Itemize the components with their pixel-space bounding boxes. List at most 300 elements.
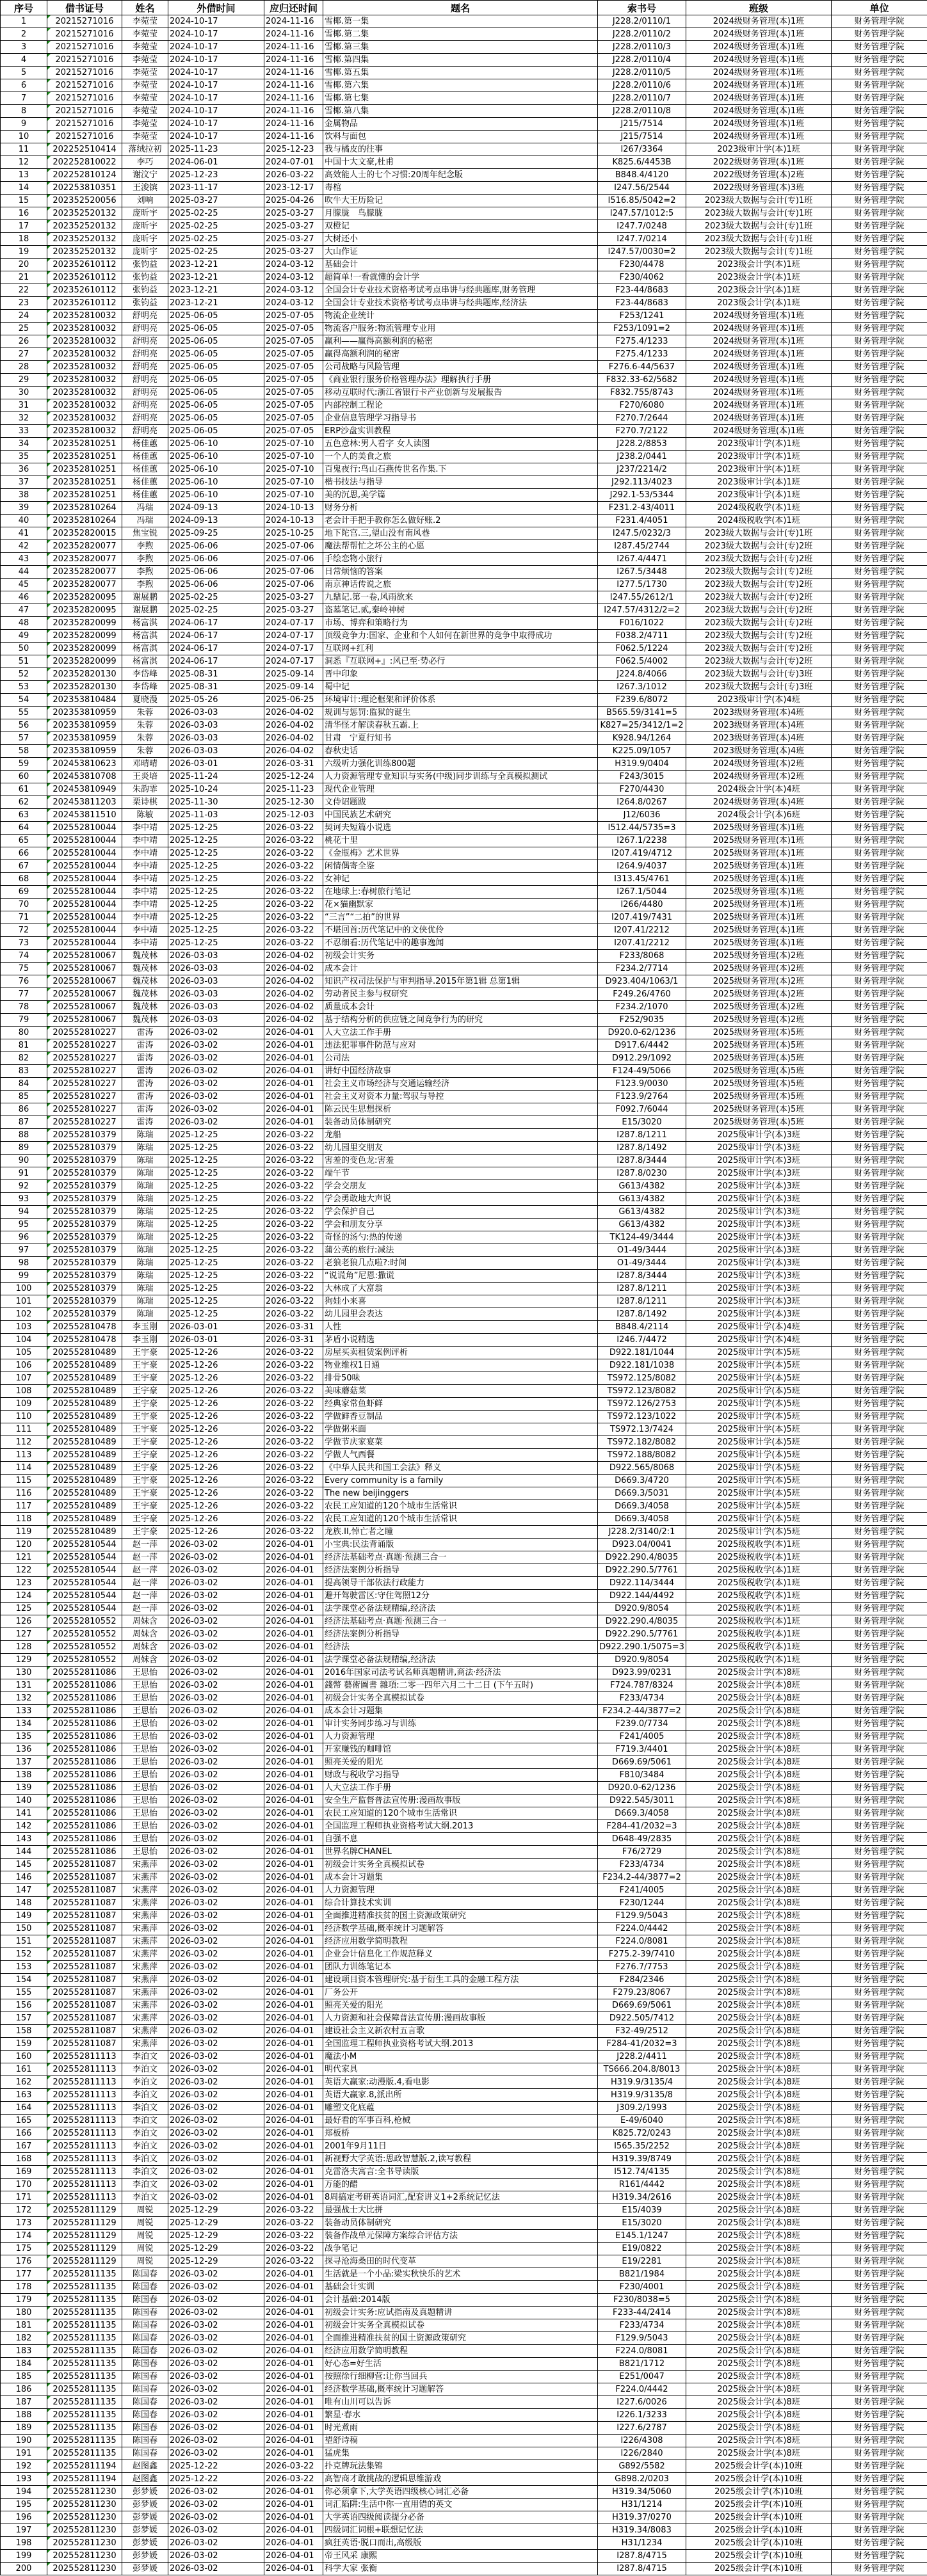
cell-unit: 财务管理学院 [832, 2524, 927, 2537]
cell-card-no: 202552811129 [47, 2217, 122, 2230]
cell-card-no: 202252810022 [47, 156, 122, 169]
cell-due-date: 2026-04-01 [264, 1769, 323, 1782]
cell-card-no: 202552810478 [47, 1321, 122, 1334]
cell-title: 时光煮雨 [323, 2422, 598, 2435]
cell-seq: 127 [1, 1628, 47, 1641]
cell-unit: 财务管理学院 [832, 246, 927, 259]
cell-unit: 财务管理学院 [832, 2204, 927, 2217]
cell-card-no: 202552811087 [47, 2025, 122, 2038]
table-row [1, 502, 927, 515]
cell-borrow-date: 2025-12-25 [168, 1180, 264, 1193]
cell-unit: 财务管理学院 [832, 835, 927, 847]
cell-name: 朱韵霏 [122, 783, 168, 796]
table-row [1, 1283, 927, 1295]
cell-borrow-date: 2026-03-02 [168, 1961, 264, 1974]
cell-due-date: 2026-03-22 [264, 2243, 323, 2255]
cell-borrow-date: 2023-12-21 [168, 271, 264, 284]
cell-title: 人力资源和社会保障普法宣传册:漫画故事版 [323, 2012, 598, 2025]
cell-borrow-date: 2024-09-13 [168, 515, 264, 527]
cell-title: 晋中印象 [323, 668, 598, 681]
table-row [1, 847, 927, 860]
cell-due-date: 2026-04-02 [264, 745, 323, 758]
cell-unit: 财务管理学院 [832, 617, 927, 630]
cell-card-no: 202552810044 [47, 911, 122, 924]
cell-name: 宋燕萍 [122, 1974, 168, 1987]
cell-seq: 143 [1, 1833, 47, 1846]
cell-seq: 73 [1, 937, 47, 950]
cell-due-date: 2026-03-22 [264, 899, 323, 911]
cell-unit: 财务管理学院 [832, 2358, 927, 2371]
cell-title: 照亮关爱的阳光 [323, 1756, 598, 1769]
cell-call-no: D922.114/3444 [598, 1577, 686, 1590]
cell-title: 学做粥米面 [323, 1423, 598, 1436]
cell-borrow-date: 2025-06-05 [168, 310, 264, 323]
cell-borrow-date: 2025-12-26 [168, 1436, 264, 1449]
cell-title: 团队力训练笔记本 [323, 1961, 598, 1974]
cell-name: 陈国春 [122, 2447, 168, 2460]
cell-call-no: O1-49/3444 [598, 1244, 686, 1257]
cell-name: 陈瑞 [122, 1129, 168, 1142]
cell-due-date: 2025-07-10 [264, 451, 323, 463]
cell-title: 经济法案例分析指导 [323, 1564, 598, 1577]
cell-title: 经济法基础考点·真题·预测三合一 [323, 1551, 598, 1564]
cell-name: 雷涛 [122, 1116, 168, 1129]
cell-name: 陈瑞 [122, 1219, 168, 1231]
cell-seq: 85 [1, 1091, 47, 1103]
cell-call-no: D922.290.4/8035 [598, 1551, 686, 1564]
table-row [1, 2140, 927, 2153]
cell-call-no: I207.41/2212 [598, 924, 686, 937]
cell-class: 2025级会计学(本)8班 [686, 2063, 832, 2076]
cell-call-no: O1-49/3444 [598, 1257, 686, 1270]
cell-title: 猛虎集 [323, 2447, 598, 2460]
cell-class: 2023级大数据与会计(专)2班 [686, 579, 832, 591]
cell-seq: 124 [1, 1590, 47, 1603]
table-row [1, 2179, 927, 2191]
table-row [1, 668, 927, 681]
cell-card-no: 202352810032 [47, 374, 122, 387]
cell-borrow-date: 2026-03-02 [168, 2422, 264, 2435]
cell-title: 雪椰.第三集 [323, 41, 598, 54]
cell-class: 2023级财务管理(本)4班 [686, 745, 832, 758]
cell-borrow-date: 2026-03-02 [168, 1039, 264, 1052]
cell-card-no: 202552811135 [47, 2332, 122, 2345]
cell-due-date: 2026-04-01 [264, 2089, 323, 2102]
cell-card-no: 202352820077 [47, 540, 122, 553]
cell-card-no: 202552810489 [47, 1462, 122, 1475]
table-row [1, 1270, 927, 1283]
cell-call-no: J228.2/0110/3 [598, 41, 686, 54]
cell-borrow-date: 2025-12-26 [168, 1462, 264, 1475]
cell-class: 2025级会计学(本)8班 [686, 1756, 832, 1769]
cell-due-date: 2025-07-06 [264, 579, 323, 591]
cell-title: 不忍细看:历代笔记中的趣事逸闻 [323, 937, 598, 950]
cell-card-no: 202552811135 [47, 2383, 122, 2396]
cell-seq: 131 [1, 1679, 47, 1692]
cell-title: 战争笔记 [323, 2243, 598, 2255]
cell-name: 王思怡 [122, 1679, 168, 1692]
cell-unit: 财务管理学院 [832, 1795, 927, 1807]
table-row [1, 1871, 927, 1884]
cell-due-date: 2026-04-01 [264, 1948, 323, 1961]
cell-call-no: I287.8/1211 [598, 1295, 686, 1308]
cell-borrow-date: 2026-03-02 [168, 2191, 264, 2204]
cell-due-date: 2025-07-05 [264, 335, 323, 348]
cell-unit: 财务管理学院 [832, 463, 927, 476]
cell-card-no: 202552811113 [47, 2102, 122, 2115]
cell-title: 经济数学基础,概率统计习题解答 [323, 2383, 598, 2396]
cell-due-date: 2026-04-01 [264, 2409, 323, 2422]
cell-title: 唯有山川可以告诉 [323, 2396, 598, 2409]
cell-title: 幼儿园里会表达 [323, 1308, 598, 1321]
cell-name: 陈瑞 [122, 1193, 168, 1206]
cell-borrow-date: 2026-03-02 [168, 2140, 264, 2153]
cell-class: 2025级审计学(本)3班 [686, 1231, 832, 1244]
cell-due-date: 2026-04-01 [264, 2383, 323, 2396]
cell-seq: 80 [1, 1027, 47, 1039]
cell-borrow-date: 2026-03-02 [168, 1027, 264, 1039]
cell-card-no: 202552810067 [47, 975, 122, 988]
cell-title: 互联网+红利 [323, 643, 598, 655]
table-row [1, 1961, 927, 1974]
cell-name: 陈瑞 [122, 1308, 168, 1321]
cell-unit: 财务管理学院 [832, 2063, 927, 2076]
cell-call-no: H319.34/8083 [598, 2524, 686, 2537]
cell-title: 农民工应知道的120个城市生活常识 [323, 1500, 598, 1513]
table-row [1, 1820, 927, 1833]
cell-class: 2024级财务管理(本)4班 [686, 796, 832, 809]
cell-borrow-date: 2026-03-02 [168, 1641, 264, 1654]
cell-unit: 财务管理学院 [832, 1142, 927, 1155]
cell-class: 2023级大数据与会计(专)2班 [686, 566, 832, 579]
cell-card-no: 202453810623 [47, 758, 122, 771]
cell-borrow-date: 2025-11-30 [168, 796, 264, 809]
cell-class: 2025级审计学(本)3班 [686, 1244, 832, 1257]
table-row [1, 1398, 927, 1411]
cell-due-date: 2025-07-05 [264, 348, 323, 361]
cell-class: 2024级财务管理(本)2班 [686, 771, 832, 783]
cell-class: 2024级财务管理(本)1班 [686, 118, 832, 131]
cell-unit: 财务管理学院 [832, 387, 927, 399]
cell-class: 2024级财务管理(本)1班 [686, 335, 832, 348]
cell-seq: 182 [1, 2332, 47, 2345]
cell-name: 杨佳蕙 [122, 438, 168, 451]
cell-name: 李泊文 [122, 2089, 168, 2102]
cell-call-no: F284-41/2032=3 [598, 1820, 686, 1833]
cell-name: 王思怡 [122, 1820, 168, 1833]
cell-title: 物流客户服务:物流管理专业用 [323, 323, 598, 335]
cell-card-no: 202352820130 [47, 668, 122, 681]
cell-name: 陈敏 [122, 809, 168, 822]
cell-card-no: 202352810032 [47, 399, 122, 412]
cell-card-no: 202352810264 [47, 515, 122, 527]
cell-due-date: 2026-04-01 [264, 1833, 323, 1846]
cell-class: 2025级财务管理(本)5班 [686, 1116, 832, 1129]
cell-due-date: 2026-04-01 [264, 1628, 323, 1641]
cell-seq: 121 [1, 1551, 47, 1564]
cell-unit: 财务管理学院 [832, 2486, 927, 2499]
cell-name: 李煦 [122, 579, 168, 591]
cell-title: 按照徐行细柳营:让你当回兵 [323, 2371, 598, 2383]
cell-name: 庞昕宇 [122, 246, 168, 259]
cell-unit: 财务管理学院 [832, 2563, 927, 2575]
cell-title: 综合计算技术实训 [323, 1897, 598, 1910]
table-row [1, 1718, 927, 1731]
cell-card-no: 202552810227 [47, 1052, 122, 1065]
cell-call-no: TS972.13/7424 [598, 1423, 686, 1436]
cell-seq: 146 [1, 1871, 47, 1884]
cell-card-no: 202552811230 [47, 2524, 122, 2537]
cell-title: 金属物品 [323, 118, 598, 131]
table-row [1, 963, 927, 975]
cell-card-no: 202552811230 [47, 2563, 122, 2575]
cell-borrow-date: 2026-03-02 [168, 2332, 264, 2345]
cell-unit: 财务管理学院 [832, 1500, 927, 1513]
cell-unit: 财务管理学院 [832, 963, 927, 975]
cell-seq: 6 [1, 79, 47, 92]
cell-class: 2024级财务管理(本)1班 [686, 92, 832, 105]
cell-due-date: 2026-04-02 [264, 988, 323, 1001]
cell-title: 厂务公开 [323, 1987, 598, 1999]
cell-card-no: 202552810044 [47, 873, 122, 886]
cell-title: 法学课堂必备法规精编,经济法 [323, 1603, 598, 1615]
cell-borrow-date: 2026-03-02 [168, 2166, 264, 2179]
cell-name: 雷涛 [122, 1103, 168, 1116]
cell-unit: 财务管理学院 [832, 873, 927, 886]
cell-borrow-date: 2025-02-25 [168, 246, 264, 259]
cell-call-no: I267.3/1012 [598, 681, 686, 694]
cell-unit: 财务管理学院 [832, 1667, 927, 1679]
cell-title: 好心态=好生活 [323, 2358, 598, 2371]
cell-seq: 39 [1, 502, 47, 515]
cell-card-no: 202552810379 [47, 1283, 122, 1295]
cell-due-date: 2026-04-01 [264, 1705, 323, 1718]
table-row [1, 2409, 927, 2422]
cell-name: 舒明亮 [122, 361, 168, 374]
cell-card-no: 20215271016 [47, 105, 122, 118]
table-row [1, 719, 927, 732]
table-row [1, 476, 927, 489]
cell-unit: 财务管理学院 [832, 655, 927, 668]
cell-unit: 财务管理学院 [832, 732, 927, 745]
cell-call-no: TS972.123/1022 [598, 1411, 686, 1423]
cell-title: 桃花十里 [323, 835, 598, 847]
cell-card-no: 202552810552 [47, 1615, 122, 1628]
cell-unit: 财务管理学院 [832, 182, 927, 195]
cell-card-no: 202552811087 [47, 2012, 122, 2025]
cell-card-no: 202552810227 [47, 1116, 122, 1129]
cell-name: 王宇豪 [122, 1475, 168, 1487]
cell-seq: 112 [1, 1436, 47, 1449]
cell-seq: 197 [1, 2524, 47, 2537]
cell-borrow-date: 2026-03-02 [168, 1910, 264, 1923]
cell-class: 2025级会计学(本)8班 [686, 1999, 832, 2012]
table-row [1, 860, 927, 873]
cell-seq: 29 [1, 374, 47, 387]
cell-name: 雷涛 [122, 1052, 168, 1065]
cell-name: 李菀莹 [122, 92, 168, 105]
cell-unit: 财务管理学院 [832, 2230, 927, 2243]
cell-name: 冯瑞 [122, 502, 168, 515]
cell-name: 李煦 [122, 553, 168, 566]
cell-title: 市场、博弈和策略行为 [323, 617, 598, 630]
cell-borrow-date: 2025-12-26 [168, 1500, 264, 1513]
cell-card-no: 202552811086 [47, 1833, 122, 1846]
cell-borrow-date: 2025-12-29 [168, 2243, 264, 2255]
cell-card-no: 202552811135 [47, 2396, 122, 2409]
cell-class: 2023级会计学(本)1班 [686, 271, 832, 284]
cell-due-date: 2026-03-22 [264, 1462, 323, 1475]
cell-title: 九鼎记.第一卷,风雨欲来 [323, 591, 598, 604]
header-class: 班级 [686, 1, 832, 15]
cell-call-no: F239.6/8072 [598, 694, 686, 707]
cell-unit: 财务管理学院 [832, 745, 927, 758]
cell-unit: 财务管理学院 [832, 2025, 927, 2038]
cell-title: 学会保护自己 [323, 1206, 598, 1219]
table-row [1, 1347, 927, 1359]
cell-unit: 财务管理学院 [832, 2307, 927, 2319]
table-row [1, 873, 927, 886]
cell-card-no: 202552810379 [47, 1270, 122, 1283]
table-row [1, 617, 927, 630]
cell-due-date: 2025-07-06 [264, 553, 323, 566]
cell-call-no: F233/4734 [598, 1692, 686, 1705]
cell-due-date: 2026-03-22 [264, 1231, 323, 1244]
cell-title: ERP沙盘实训教程 [323, 425, 598, 438]
cell-due-date: 2026-03-22 [264, 1180, 323, 1193]
cell-seq: 31 [1, 399, 47, 412]
cell-unit: 财务管理学院 [832, 2499, 927, 2511]
cell-due-date: 2026-04-01 [264, 1539, 323, 1551]
cell-seq: 189 [1, 2422, 47, 2435]
cell-name: 落绒拉初 [122, 143, 168, 156]
cell-name: 王思怡 [122, 1833, 168, 1846]
cell-seq: 103 [1, 1321, 47, 1334]
cell-class: 2025级会计学(本)10班 [686, 2537, 832, 2550]
cell-borrow-date: 2026-03-03 [168, 745, 264, 758]
table-row [1, 1244, 927, 1257]
cell-card-no: 202352810032 [47, 323, 122, 335]
table-row [1, 911, 927, 924]
cell-borrow-date: 2025-06-10 [168, 463, 264, 476]
cell-card-no: 202552811135 [47, 2371, 122, 2383]
cell-borrow-date: 2025-12-26 [168, 1513, 264, 1526]
table-row [1, 1859, 927, 1871]
cell-title: 錢幣 藝術圖書 雜項:二零一四年六月二十二日 (下午五时) [323, 1679, 598, 1692]
cell-unit: 财务管理学院 [832, 1155, 927, 1167]
cell-card-no: 202352820099 [47, 630, 122, 643]
cell-unit: 财务管理学院 [832, 1833, 927, 1846]
cell-class: 2025级会计学(本)8班 [686, 2153, 832, 2166]
cell-borrow-date: 2026-03-02 [168, 2511, 264, 2524]
cell-call-no: D920.9/8054 [598, 1654, 686, 1667]
cell-card-no: 20215271016 [47, 41, 122, 54]
cell-card-no: 20215271016 [47, 67, 122, 79]
cell-due-date: 2026-04-01 [264, 1603, 323, 1615]
cell-title: 排骨50味 [323, 1372, 598, 1385]
cell-class: 2025级审计学(本)4班 [686, 1334, 832, 1347]
cell-call-no: I247.7/0248 [598, 220, 686, 233]
cell-call-no: I277.5/1730 [598, 579, 686, 591]
cell-borrow-date: 2026-03-03 [168, 963, 264, 975]
cell-class: 2025级财务管理(本)5班 [686, 1078, 832, 1091]
cell-name: 李中靖 [122, 847, 168, 860]
cell-borrow-date: 2026-03-01 [168, 1334, 264, 1347]
cell-borrow-date: 2024-10-17 [168, 54, 264, 67]
cell-due-date: 2025-03-27 [264, 207, 323, 220]
cell-class: 2023级大数据与会计(专)2班 [686, 604, 832, 617]
cell-title: 新视野大学英语:思政智慧版.2,读写教程 [323, 2153, 598, 2166]
cell-due-date: 2026-04-01 [264, 1987, 323, 1999]
cell-name: 李菀莹 [122, 79, 168, 92]
cell-due-date: 2024-07-01 [264, 156, 323, 169]
cell-unit: 财务管理学院 [832, 2473, 927, 2486]
cell-class: 2025级财务管理(本)5班 [686, 1027, 832, 1039]
cell-borrow-date: 2025-12-26 [168, 1411, 264, 1423]
cell-borrow-date: 2026-03-02 [168, 1859, 264, 1871]
cell-title: 物流企业统计 [323, 310, 598, 323]
cell-title: 法学课堂必备法规精编,经济法 [323, 1654, 598, 1667]
cell-card-no: 202552810044 [47, 924, 122, 937]
cell-name: 李玉刚 [122, 1334, 168, 1347]
cell-card-no: 202552811230 [47, 2550, 122, 2563]
cell-class: 2023级大数据与会计(专)1班 [686, 220, 832, 233]
cell-title: The new beijinggers [323, 1487, 598, 1500]
cell-card-no: 202352810251 [47, 438, 122, 451]
cell-call-no: I247.56/2544 [598, 182, 686, 195]
cell-title: 赢得高额利润的秘密 [323, 348, 598, 361]
cell-call-no: R161/4442 [598, 2179, 686, 2191]
cell-title: 成本会计 [323, 963, 598, 975]
table-row [1, 2268, 927, 2281]
cell-title: 雪椰.第六集 [323, 79, 598, 92]
cell-due-date: 2026-04-01 [264, 1052, 323, 1065]
cell-call-no: I267/3364 [598, 143, 686, 156]
cell-class: 2023级会计学(本)1班 [686, 297, 832, 310]
cell-card-no: 202552810227 [47, 1091, 122, 1103]
cell-call-no: F016/1022 [598, 617, 686, 630]
cell-card-no: 202552811230 [47, 2499, 122, 2511]
cell-due-date: 2025-07-05 [264, 412, 323, 425]
cell-class: 2025级会计学(本)8班 [686, 2345, 832, 2358]
cell-borrow-date: 2026-03-02 [168, 1846, 264, 1859]
cell-card-no: 20215271016 [47, 92, 122, 105]
cell-borrow-date: 2025-12-22 [168, 2473, 264, 2486]
cell-borrow-date: 2025-06-05 [168, 361, 264, 374]
cell-title: “三言”“二拍”的世界 [323, 911, 598, 924]
cell-name: 李岱峰 [122, 681, 168, 694]
cell-due-date: 2024-10-13 [264, 502, 323, 515]
cell-class: 2025级会计学(本)8班 [686, 1897, 832, 1910]
cell-due-date: 2025-03-27 [264, 591, 323, 604]
cell-seq: 142 [1, 1820, 47, 1833]
cell-seq: 190 [1, 2435, 47, 2447]
cell-card-no: 202352820130 [47, 681, 122, 694]
cell-title: 违法犯罪事件防范与应对 [323, 1039, 598, 1052]
cell-call-no: I565.35/2252 [598, 2140, 686, 2153]
cell-call-no: D923.99/0231 [598, 1667, 686, 1679]
cell-due-date: 2026-04-01 [264, 1615, 323, 1628]
cell-name: 赵一萍 [122, 1564, 168, 1577]
cell-due-date: 2026-04-01 [264, 2140, 323, 2153]
cell-due-date: 2024-03-12 [264, 297, 323, 310]
cell-name: 王炎培 [122, 771, 168, 783]
cell-title: 大树还小 [323, 233, 598, 246]
cell-class: 2025级会计学(本)8班 [686, 1820, 832, 1833]
cell-seq: 155 [1, 1987, 47, 1999]
cell-card-no: 202352810032 [47, 425, 122, 438]
cell-call-no: G898.2/0203 [598, 2473, 686, 2486]
